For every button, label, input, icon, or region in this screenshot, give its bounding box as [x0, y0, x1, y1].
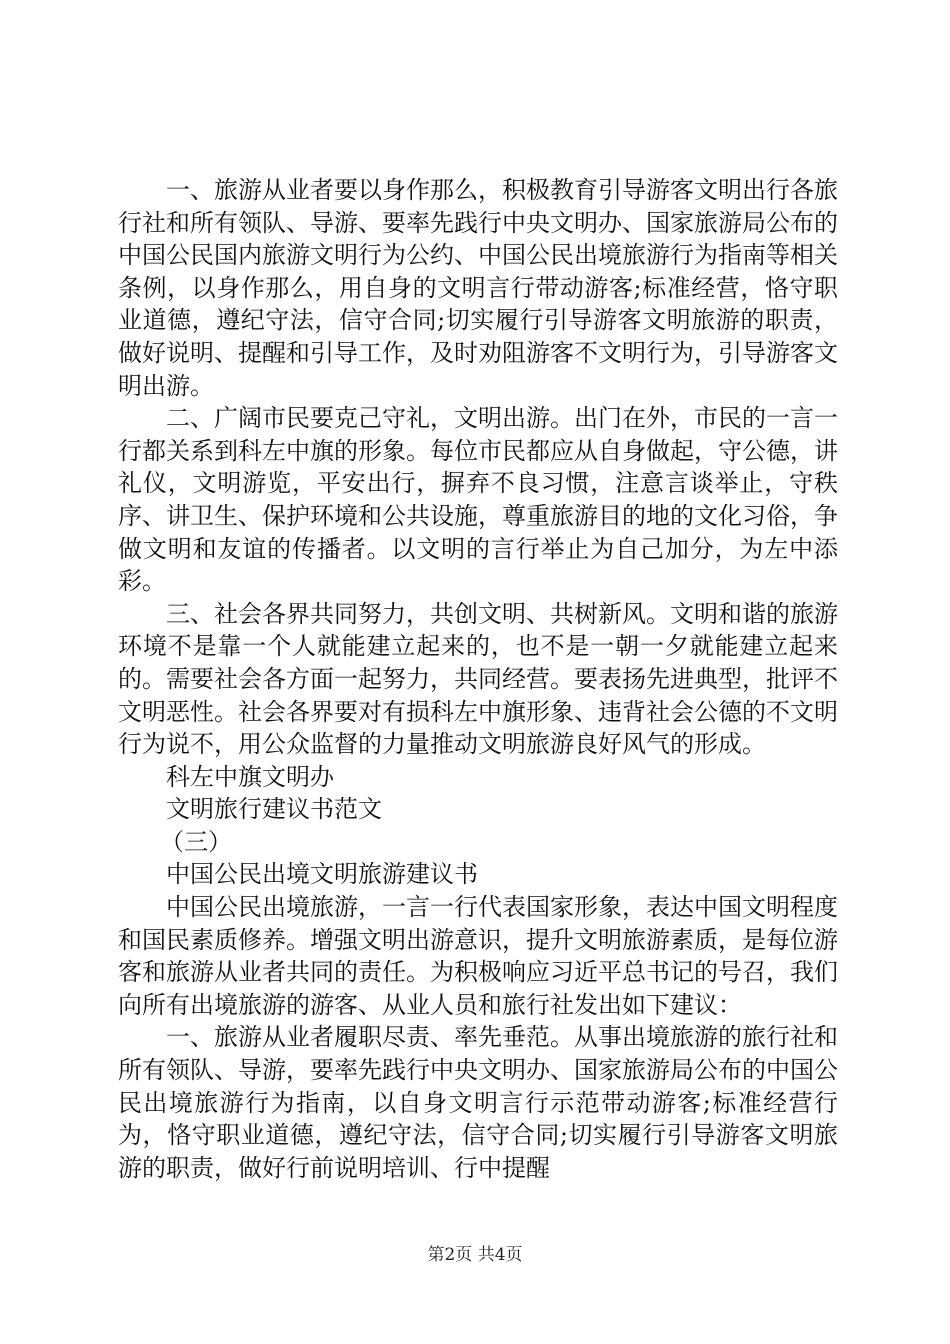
page-footer: 第2页 共4页	[427, 1245, 523, 1265]
subtitle: 中国公民出境文明旅游建议书	[166, 860, 478, 889]
paragraph-4: 中国公民出境旅游，一言一行代表国家形象，表达中国文明程度和国民素质修养。增强文明出游意识，提升文明旅游素质，是每位游客和旅游从业者共同的责任。为积极响应习近平总书记的号召，我们向所有出境旅游的游客、从业人员和旅行社发出如下建议：	[118, 893, 838, 1019]
document-body	[118, 174, 838, 1184]
signature: 科左中旗文明办	[166, 762, 334, 791]
paragraph-2: 二、广阔市民要克己守礼，文明出游。出门在外，市民的一言一行都关系到科左中旗的形象。每位市民都应从自身做起，守公德，讲礼仪，文明游览，平安出行，摒弃不良习惯，注意言谈举止，守秩序、讲卫生、保护环境和公共设施，尊重旅游目的地的文化习俗，争做文明和友谊的传播者。以文明的言行举止为自己加分，为左中添彩。	[118, 404, 838, 596]
paragraph-3: 三、社会各界共同努力，共创文明、共树新风。文明和谐的旅游环境不是靠一个人就能建立起来的，也不是一朝一夕就能建立起来的。需要社会各方面一起努力，共同经营。要表扬先进典型，批评不文明恶性。社会各界要对有损科左中旗形象、违背社会公德的不文明行为说不，用公众监督的力量推动文明旅游良好风气的形成。	[118, 599, 838, 759]
paragraph-1: 一、旅游从业者要以身作那么，积极教育引导游客文明出行各旅行社和所有领队、导游、要率先践行中央文明办、国家旅游局公布的中国公民国内旅游文明行为公约、中国公民出境旅游行为指南等相关条例，以身作那么，用自身的文明言行带动游客;标准经营，恪守职业道德，遵纪守法，信守合同;切实履行引导游客文明旅游的职责，做好说明、提醒和引导工作，及时劝阻游客不文明行为，引导游客文明出游。	[118, 176, 838, 400]
section-number: （三）	[160, 827, 232, 856]
section-title: 文明旅行建议书范文	[166, 795, 382, 824]
paragraph-5: 一、旅游从业者履职尽责、率先垂范。从事出境旅游的旅行社和所有领队、导游，要率先践行中央文明办、国家旅游局公布的中国公民出境旅游行为指南，以自身文明言行示范带动游客;标准经营行为，恪守职业道德，遵纪守法，信守合同;切实履行引导游客文明旅游的职责，做好行前说明培训、行中提醒	[118, 1023, 838, 1182]
